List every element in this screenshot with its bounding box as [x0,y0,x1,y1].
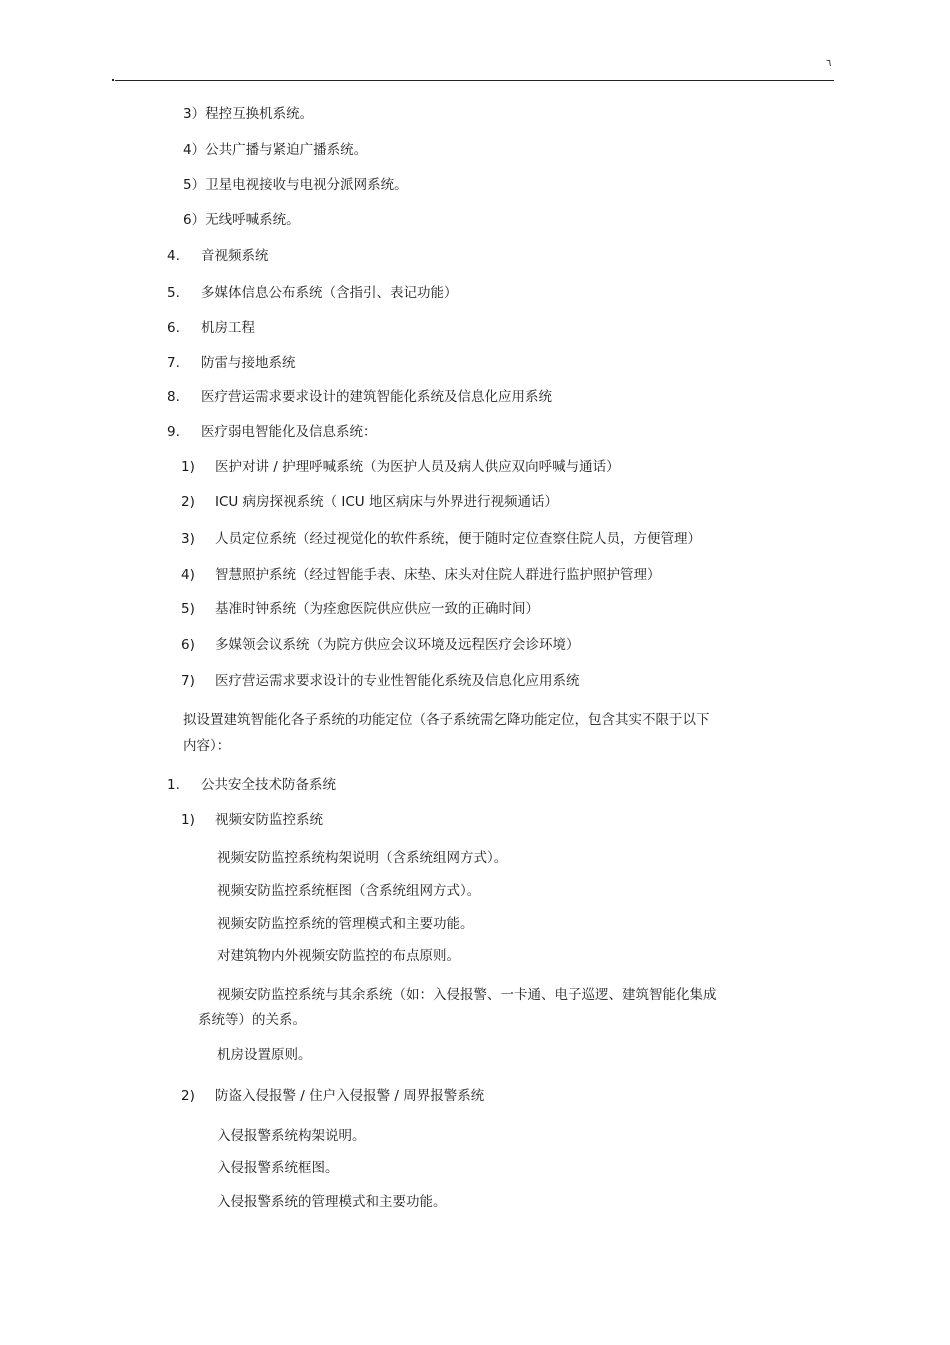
header-rule-tick [112,79,114,81]
list-item: 多媒领会议系统（为院方供应会议环境及远程医疗会诊环境） [215,637,580,653]
list-item: 医护对讲 / 护理呼喊系统（为医护人员及病人供应双向呼喊与通话） [215,459,620,475]
list-item: 音视频系统 [201,248,269,264]
paragraph-line: 视频安防监控系统构架说明（含系统组网方式）。 [217,850,508,866]
paragraph-line: 拟设置建筑智能化各子系统的功能定位（各子系统需乞降功能定位，包含其实不限于以下 [183,712,710,728]
list-item-number: 1) [181,459,195,475]
list-item-number: 2) [181,494,195,510]
section-heading: 公共安全技术防备系统 [201,777,336,793]
paragraph-line: 视频安防监控系统框图（含系统组网方式）。 [217,883,481,899]
list-item: 防雷与接地系统 [201,355,296,371]
list-item: 医疗营运需求要求设计的建筑智能化系统及信息化应用系统 [201,389,552,405]
list-item-number: 3) [181,531,195,547]
list-item-number: 4) [181,567,195,583]
paragraph-line: 入侵报警系统框图。 [217,1160,339,1176]
list-item-number: 7) [181,673,195,689]
paragraph-line: 系统等）的关系。 [198,1012,306,1028]
header-rule [115,80,834,81]
list-item: 3）程控互换机系统。 [183,106,314,122]
list-item: 机房工程 [201,320,255,336]
list-item-number: 5) [181,601,195,617]
subsection-heading: 视频安防监控系统 [215,812,323,828]
list-item-number: 7. [167,355,180,371]
list-item-number: 5. [167,285,180,301]
list-item: 人员定位系统（经过视觉化的软件系统，便于随时定位查察住院人员，方便管理） [215,531,701,547]
list-item-number: 9. [167,424,180,440]
list-item: ICU 病房探视系统（ ICU 地区病床与外界进行视频通话） [215,494,558,510]
list-item: 智慧照护系统（经过智能手表、床垫、床头对住院人群进行监护照护管理） [215,567,661,583]
paragraph-line: 入侵报警系统构架说明。 [217,1128,366,1144]
list-item: 4）公共广播与紧迫广播系统。 [183,142,368,158]
list-item: 6）无线呼喊系统。 [183,212,300,228]
list-item: 多媒体信息公布系统（含指引、表记功能） [201,285,458,301]
paragraph-line: 内容）： [183,738,231,754]
paragraph-line: 视频安防监控系统与其余系统（如：入侵报警、一卡通、电子巡逻、建筑智能化集成 [217,987,717,1003]
list-item: 医疗营运需求要求设计的专业性智能化系统及信息化应用系统 [215,673,580,689]
paragraph-line: 机房设置原则。 [217,1047,312,1063]
subsection-number: 1) [181,812,195,828]
section-number: 1. [167,777,180,793]
subsection-number: 2) [181,1088,195,1104]
list-item-number: 4. [167,248,180,264]
subsection-heading: 防盗入侵报警 / 住户入侵报警 / 周界报警系统 [215,1088,485,1104]
paragraph-line: 入侵报警系统的管理模式和主要功能。 [217,1194,447,1210]
paragraph-line: 视频安防监控系统的管理模式和主要功能。 [217,916,474,932]
list-item-number: 8. [167,389,180,405]
list-item: 基准时钟系统（为痊愈医院供应供应一致的正确时间） [215,601,539,617]
list-item-number: 6) [181,637,195,653]
list-item: 5）卫星电视接收与电视分派网系统。 [183,177,408,193]
paragraph-line: 对建筑物内外视频安防监控的布点原则。 [217,948,460,964]
list-item: 医疗弱电智能化及信息系统： [201,424,377,440]
page-mark: ٦ [826,58,832,69]
list-item-number: 6. [167,320,180,336]
